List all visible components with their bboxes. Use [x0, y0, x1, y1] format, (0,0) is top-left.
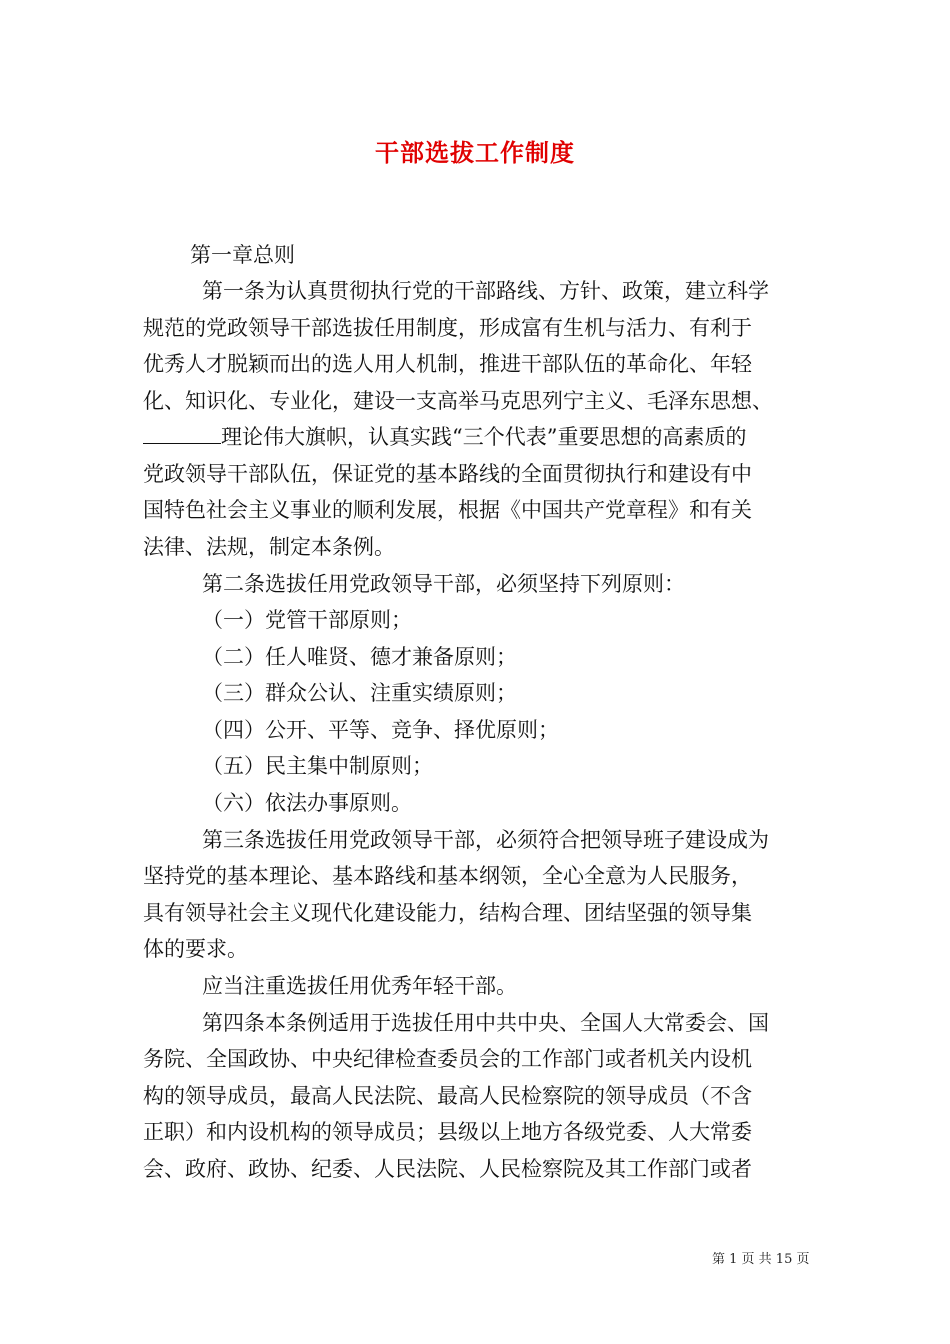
page-number: 第 1 页 共 15 页 — [712, 1252, 810, 1267]
paragraph-line: 第一条为认真贯彻执行党的干部路线、方针、政策，建立科学 — [202, 279, 769, 303]
paragraph-line: 国特色社会主义事业的顺利发展，根据《中国共产党章程》和有关 — [143, 498, 752, 522]
paragraph-line: 应当注重选拔任用优秀年轻干部。 — [202, 974, 517, 998]
paragraph-line: 会、政府、政协、纪委、人民法院、人民检察院及其工作部门或者 — [143, 1157, 752, 1181]
paragraph-line: 坚持党的基本理论、基本路线和基本纲领，全心全意为人民服务， — [143, 864, 752, 888]
paragraph-line: 优秀人才脱颖而出的选人用人机制，推进干部队伍的革命化、年轻 — [143, 352, 752, 376]
paragraph-line: 规范的党政领导干部选拔任用制度，形成富有生机与活力、有利于 — [143, 316, 752, 340]
paragraph-line: 第三条选拔任用党政领导干部，必须符合把领导班子建设成为 — [202, 828, 769, 852]
paragraph-line: 体的要求。 — [143, 937, 248, 961]
paragraph-line: 党政领导干部队伍，保证党的基本路线的全面贯彻执行和建设有中 — [143, 462, 752, 486]
chapter-heading: 第一章总则 — [190, 243, 295, 267]
paragraph-line — [143, 422, 746, 452]
paragraph-line: 务院、全国政协、中央纪律检查委员会的工作部门或者机关内设机 — [143, 1047, 752, 1071]
paragraph-line-text: 理论伟大旗帜，认真实践“三个代表”重要思想的高素质的 — [221, 425, 747, 449]
paragraph-line: 构的领导成员，最高人民法院、最高人民检察院的领导成员（不含 — [143, 1084, 752, 1108]
principle-item: （三）群众公认、注重实绩原则； — [202, 681, 517, 705]
paragraph-line: 第四条本条例适用于选拔任用中共中央、全国人大常委会、国 — [202, 1011, 769, 1035]
paragraph-line: 法律、法规，制定本条例。 — [143, 535, 395, 559]
paragraph-line: 具有领导社会主义现代化建设能力，结构合理、团结坚强的领导集 — [143, 901, 752, 925]
principle-item: （六）依法办事原则。 — [202, 791, 412, 815]
paragraph-line: 第二条选拔任用党政领导干部，必须坚持下列原则： — [202, 572, 685, 596]
document-title: 干部选拔工作制度 — [375, 138, 575, 167]
principle-item: （四）公开、平等、竞争、择优原则； — [202, 718, 559, 742]
principle-item: （二）任人唯贤、德才兼备原则； — [202, 645, 517, 669]
paragraph-line: 化、知识化、专业化，建设一支高举马克思列宁主义、毛泽东思想、 — [143, 389, 773, 413]
paragraph-line: 正职）和内设机构的领导成员；县级以上地方各级党委、人大常委 — [143, 1120, 752, 1144]
principle-item: （五）民主集中制原则； — [202, 754, 433, 778]
principle-item: （一）党管干部原则； — [202, 608, 412, 632]
fill-in-blank — [143, 423, 221, 444]
